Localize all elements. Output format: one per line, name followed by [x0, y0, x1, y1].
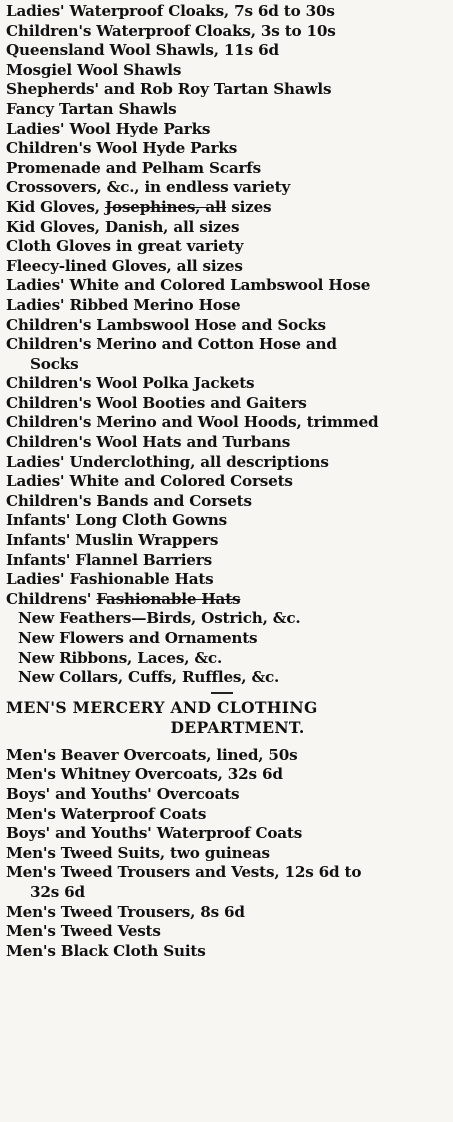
item-line: Ladies' White and Colored Lambswool Hose	[6, 276, 371, 295]
item-line: Infants' Flannel Barriers	[6, 550, 212, 569]
item-line: Children's Wool Polka Jackets	[6, 374, 255, 393]
item-line-continued: Socks	[30, 354, 79, 373]
item-line: Promenade and Pelham Scarfs	[6, 158, 261, 177]
item-line: Children's Merino and Cotton Hose and	[6, 335, 337, 354]
item-line: Ladies' White and Colored Corsets	[6, 472, 293, 491]
item-line: Cloth Gloves in great variety	[6, 237, 244, 256]
item-line-kid-gloves	[6, 198, 449, 218]
section-heading-continued: DEPARTMENT.	[170, 717, 305, 737]
item-line: Children's Wool Booties and Gaiters	[6, 393, 307, 412]
item-line: New Feathers—Birds, Ostrich, &c.	[18, 609, 301, 628]
item-line: Infants' Muslin Wrappers	[6, 531, 219, 550]
item-line: Boys' and Youths' Waterproof Coats	[6, 824, 303, 843]
item-line: Ladies' Ribbed Merino Hose	[6, 295, 241, 314]
item-line: Kid Gloves, Danish, all sizes	[6, 217, 240, 236]
item-line: New Flowers and Ornaments	[18, 629, 258, 647]
line-text: Childrens'	[6, 589, 97, 608]
item-line: Men's Tweed Suits, two guineas	[6, 843, 270, 862]
item-line: Children's Wool Hyde Parks	[6, 139, 238, 158]
item-line: Fancy Tartan Shawls	[6, 99, 177, 118]
item-line: Crossovers, &c., in endless variety	[6, 178, 291, 197]
item-line: Men's Black Cloth Suits	[6, 941, 206, 960]
section-heading: MEN'S MERCERY AND CLOTHING	[6, 697, 318, 717]
item-line: Queensland Wool Shawls, 11s 6d	[6, 41, 279, 60]
item-line: Children's Bands and Corsets	[6, 491, 252, 510]
item-line: Mosgiel Wool Shawls	[6, 60, 182, 79]
item-line: Men's Beaver Overcoats, lined, 50s	[6, 745, 298, 764]
struck-text: Fashionable Hats	[96, 589, 241, 608]
item-line: New Ribbons, Laces, &c.	[18, 648, 223, 667]
item-line: Children's Lambswool Hose and Socks	[6, 315, 326, 334]
item-line: Children's Merino and Wool Hoods, trimmed	[6, 413, 379, 432]
item-line: Boys' and Youths' Overcoats	[6, 784, 240, 803]
item-line: Infants' Long Cloth Gowns	[6, 511, 227, 530]
line-text: sizes	[226, 197, 272, 216]
item-line: Men's Tweed Trousers and Vests, 12s 6d to	[6, 863, 362, 882]
item-line: Ladies' Underclothing, all descriptions	[6, 452, 329, 471]
item-line: Shepherds' and Rob Roy Tartan Shawls	[6, 80, 332, 99]
item-line: Men's Whitney Overcoats, 32s 6d	[6, 765, 283, 784]
item-line: New Collars, Cuffs, Ruffles, &c.	[18, 668, 280, 687]
item-line-childrens-hats	[6, 590, 449, 610]
item-line: Men's Waterproof Coats	[6, 804, 207, 823]
section-divider	[6, 688, 449, 698]
item-line: Ladies' Wool Hyde Parks	[6, 119, 211, 138]
item-line: Children's Wool Hats and Turbans	[6, 433, 291, 452]
item-line: Men's Tweed Vests	[6, 922, 161, 941]
item-line: Children's Waterproof Cloaks, 3s to 10s	[6, 21, 336, 40]
item-line: Men's Tweed Trousers, 8s 6d	[6, 902, 245, 921]
item-line: Ladies' Waterproof Cloaks, 7s 6d to 30s	[6, 2, 335, 20]
item-line-continued: 32s 6d	[30, 882, 85, 901]
item-line: Fleecy-lined Gloves, all sizes	[6, 256, 243, 275]
line-text: Kid Gloves,	[6, 197, 105, 216]
spacer	[6, 738, 449, 746]
item-line: Ladies' Fashionable Hats	[6, 570, 214, 589]
struck-text: Josephines, all	[104, 197, 227, 216]
